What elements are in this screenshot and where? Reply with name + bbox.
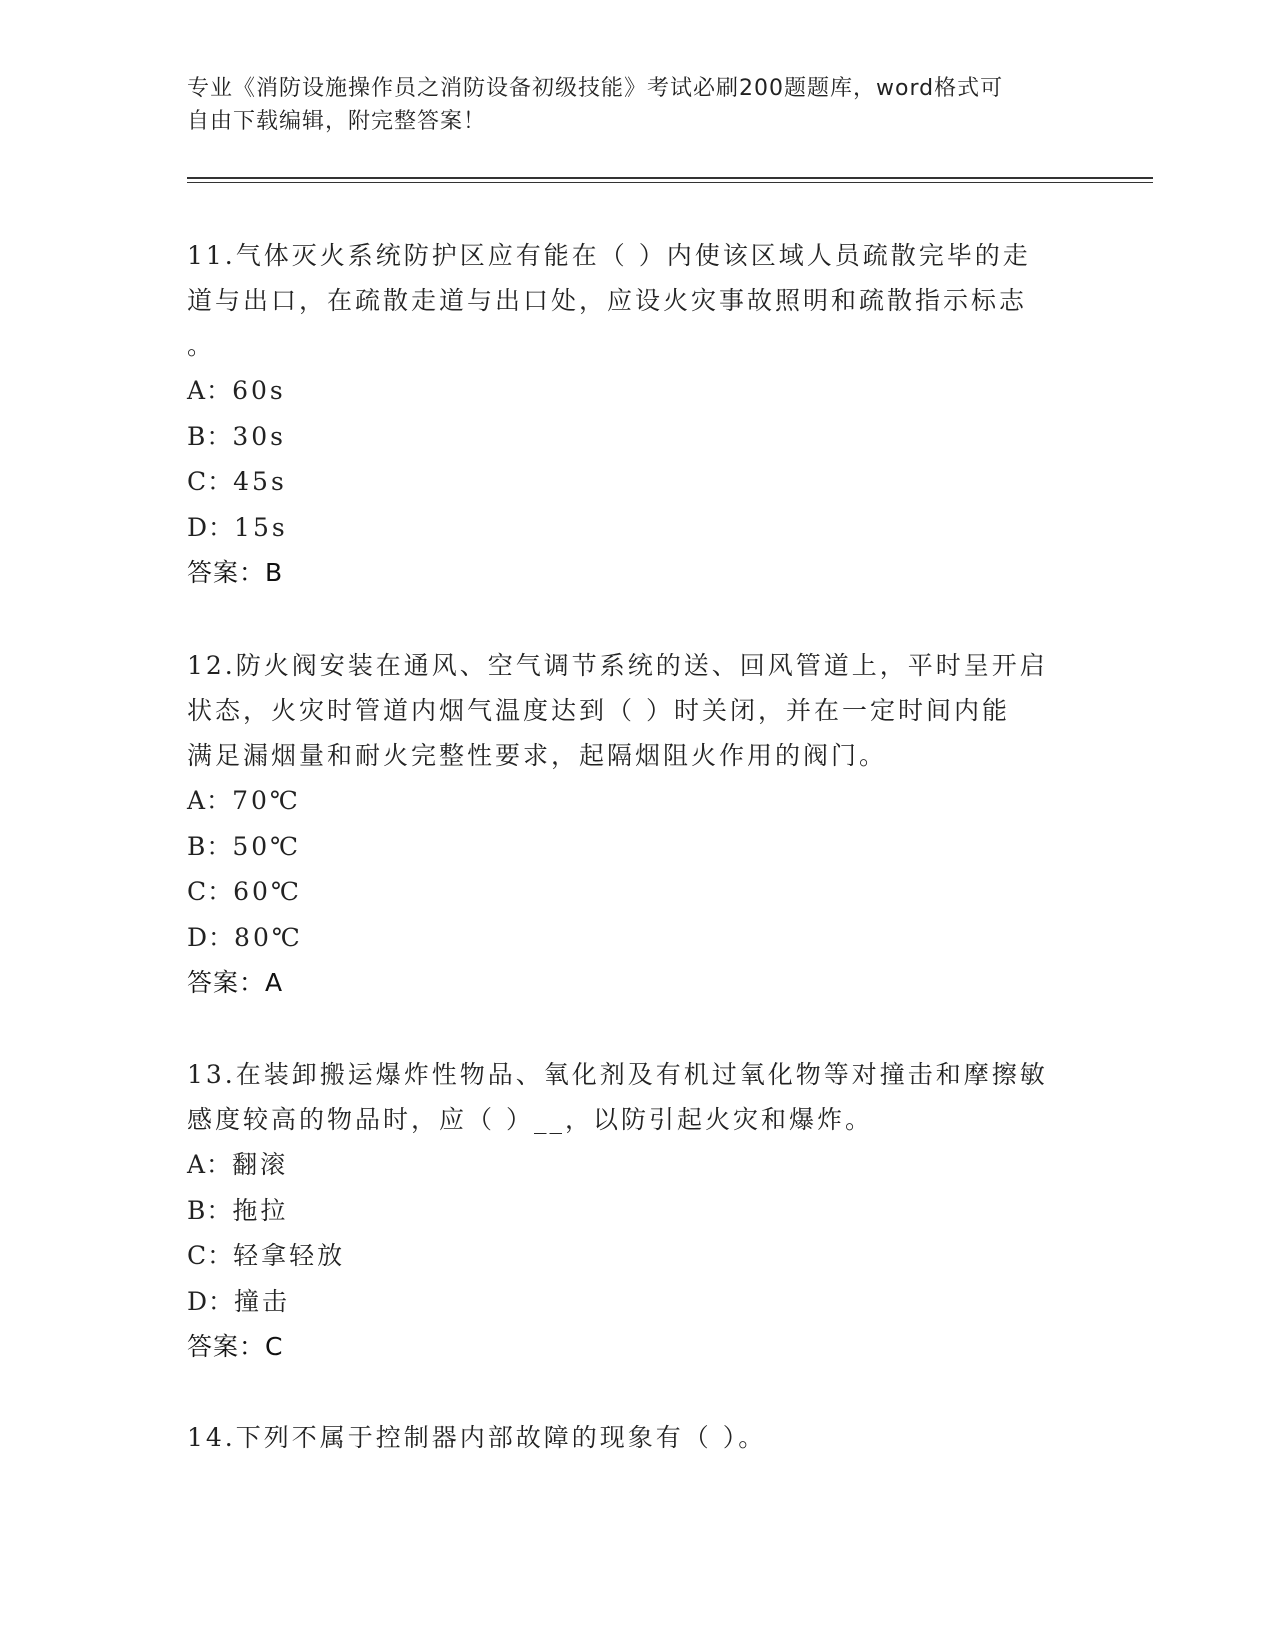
answer: 答案：A: [187, 968, 284, 997]
option-c: [187, 459, 1087, 505]
option-label: C：: [187, 877, 234, 906]
option-text: 70℃: [232, 786, 301, 815]
question-stem-line: 满足漏烟量和耐火完整性要求，起隔烟阻火作用的阀门。: [187, 741, 888, 770]
header-divider-thin: [187, 182, 1153, 183]
option-text: 45s: [233, 467, 287, 496]
option-label: D：: [187, 922, 235, 952]
option-text: 50℃: [232, 831, 302, 861]
header-line-1: 专业《消防设施操作员之消防设备初级技能》考试必刷200题题库，word格式可: [187, 76, 1004, 101]
question-stem-line: 13.在装卸搬运爆炸性物品、氧化剂及有机过氧化物等对撞击和摩擦敏: [187, 1060, 1048, 1089]
option-label: A：: [187, 1150, 233, 1179]
option-text: 30s: [232, 421, 287, 451]
option-a: [187, 368, 1087, 414]
question-stem-line: 11.气体灭火系统防护区应有能在（ ）内使该区域人员疏散完毕的走: [187, 241, 1031, 270]
option-c: [187, 1233, 1087, 1279]
option-label: A：: [187, 786, 233, 815]
option-label: B：: [187, 421, 233, 451]
option-b: [187, 414, 1087, 460]
option-text: 15s: [234, 512, 288, 542]
option-d: [187, 1279, 1087, 1325]
question-12: [187, 643, 1087, 1005]
option-d: [187, 505, 1087, 551]
option-text: 拖拉: [232, 1195, 289, 1225]
option-a: [187, 778, 1087, 824]
option-label: B：: [187, 1195, 233, 1225]
question-stem-line: 12.防火阀安装在通风、空气调节系统的送、回风管道上，平时呈开启: [187, 651, 1048, 680]
option-label: C：: [187, 1241, 234, 1270]
option-label: A：: [187, 376, 233, 405]
option-text: 撞击: [234, 1286, 291, 1316]
option-d: [187, 915, 1087, 961]
document-header: [187, 72, 1067, 138]
question-stem-line: 状态，火灾时管道内烟气温度达到（ ）时关闭，并在一定时间内能: [187, 696, 1010, 725]
header-line-2: 自由下载编辑，附完整答案！: [187, 109, 487, 134]
question-13: [187, 1052, 1087, 1369]
option-text: 60s: [232, 376, 286, 405]
question-stem-line: 感度较高的物品时，应（ ）__，以防引起火灾和爆炸。: [187, 1105, 873, 1134]
option-label: C：: [187, 467, 234, 496]
option-text: 翻滚: [232, 1150, 289, 1179]
answer: 答案：C: [187, 1332, 284, 1361]
question-stem-line: 14.下列不属于控制器内部故障的现象有（ ）。: [187, 1423, 767, 1452]
option-b: [187, 1188, 1087, 1234]
question-11: [187, 233, 1087, 595]
option-text: 60℃: [233, 877, 302, 906]
option-label: B：: [187, 831, 233, 861]
option-b: [187, 824, 1087, 870]
option-label: D：: [187, 1286, 235, 1316]
option-text: 80℃: [234, 922, 303, 952]
question-stem-line: 。: [187, 331, 216, 360]
question-14: [187, 1415, 1087, 1460]
option-text: 轻拿轻放: [233, 1241, 346, 1270]
option-a: [187, 1142, 1087, 1188]
option-c: [187, 869, 1087, 915]
header-divider-thick: [187, 177, 1153, 179]
question-stem-line: 道与出口，在疏散走道与出口处，应设火灾事故照明和疏散指示标志: [187, 286, 1028, 315]
option-label: D：: [187, 512, 235, 542]
answer: 答案：B: [187, 558, 284, 587]
